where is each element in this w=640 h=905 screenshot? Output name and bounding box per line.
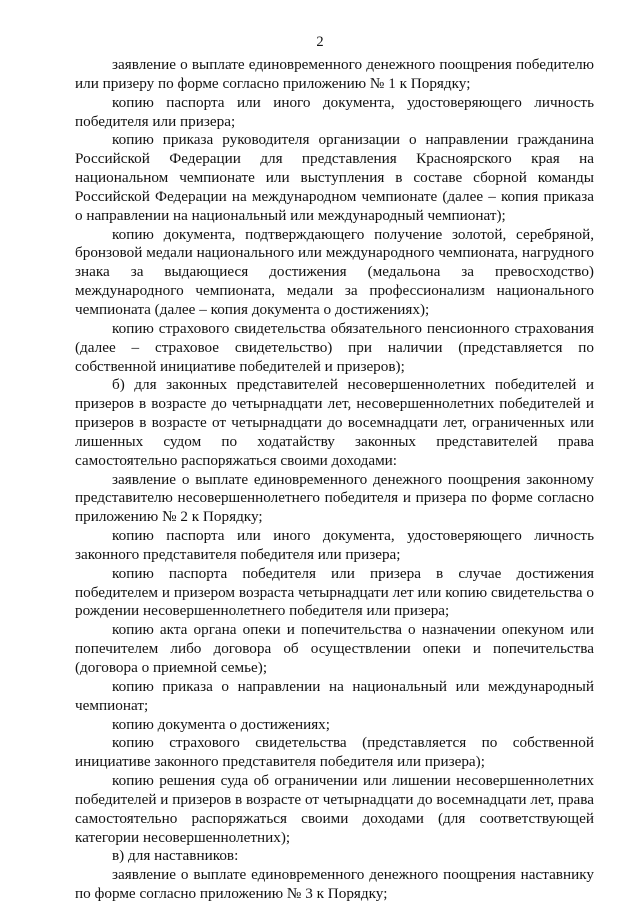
paragraph: копию приказа о направлении на национальный или международный чемпионат; [75, 677, 594, 714]
paragraph: копию приказа руководителя организации о направлении гражданина Российской Федерации для представления Красноярского края на национальном чемпионате или выступления в составе сборной команды Российской Федерации на международном чемпионате (далее – копия приказа о направлении на национальный или международный чемпионат); [75, 131, 594, 224]
paragraph: копию документа о достижениях; [112, 715, 331, 733]
paragraph: копию страхового свидетельства обязательного пенсионного страхования (далее – страховое свидетельство) при наличии (представляется по собственной инициативе победителей и призеров); [75, 319, 594, 375]
paragraph: заявление о выплате единовременного денежного поощрения законному представителю несовершеннолетнего победителя и призера по форме согласно приложению № 2 к Порядку; [75, 470, 594, 526]
paragraph: заявление о выплате единовременного денежного поощрения наставнику по форме согласно приложению № 3 к Порядку; [75, 866, 594, 903]
page-number: 2 [316, 34, 324, 50]
document-body [75, 56, 594, 904]
paragraph: в) для наставников: [112, 847, 239, 865]
paragraph: заявление о выплате единовременного денежного поощрения победителю или призеру по форме согласно приложению № 1 к Порядку; [75, 56, 594, 92]
paragraph: копию паспорта или иного документа, удостоверяющего личность законного представителя победителя или призера; [75, 527, 594, 563]
paragraph: копию решения суда об ограничении или лишении несовершеннолетних победителей и призеров в возрасте от четырнадцати до восемнадцати лет, права самостоятельно распоряжаться своими доходами (для соответствующей категории несовершеннолетних); [75, 772, 594, 846]
paragraph: копию паспорта или иного документа, удостоверяющего личность победителя или призера; [75, 93, 594, 130]
paragraph: копию страхового свидетельства (представляется по собственной инициативе законного представителя победителя или призера); [75, 734, 594, 771]
paragraph: копию акта органа опеки и попечительства о назначении опекуном или попечителем либо договора об осуществлении опеки и попечительства (договора о приемной семье); [75, 621, 594, 676]
paragraph: копию документа, подтверждающего получение золотой, серебряной, бронзовой медали национального или международного чемпионата, нагрудного знака за выдающиеся достижения (медальона за превосходство) международного чемпионата, медали за профессионализм национального чемпионата (далее – копия документа о достижениях); [75, 225, 594, 318]
paragraph: копию паспорта победителя или призера в случае достижения победителем и призером возраста четырнадцати лет или копию свидетельства о рождении несовершеннолетнего победителя или призера; [75, 564, 594, 620]
paragraph: б) для законных представителей несовершеннолетних победителей и призеров в возрасте до четырнадцати лет, несовершеннолетних победителей и призеров в возрасте от четырнадцати до восемнадцати лет, ограниченных или лишенных судом по ходатайству законных представителей права самостоятельно распоряжаться своими доходами: [75, 376, 594, 469]
